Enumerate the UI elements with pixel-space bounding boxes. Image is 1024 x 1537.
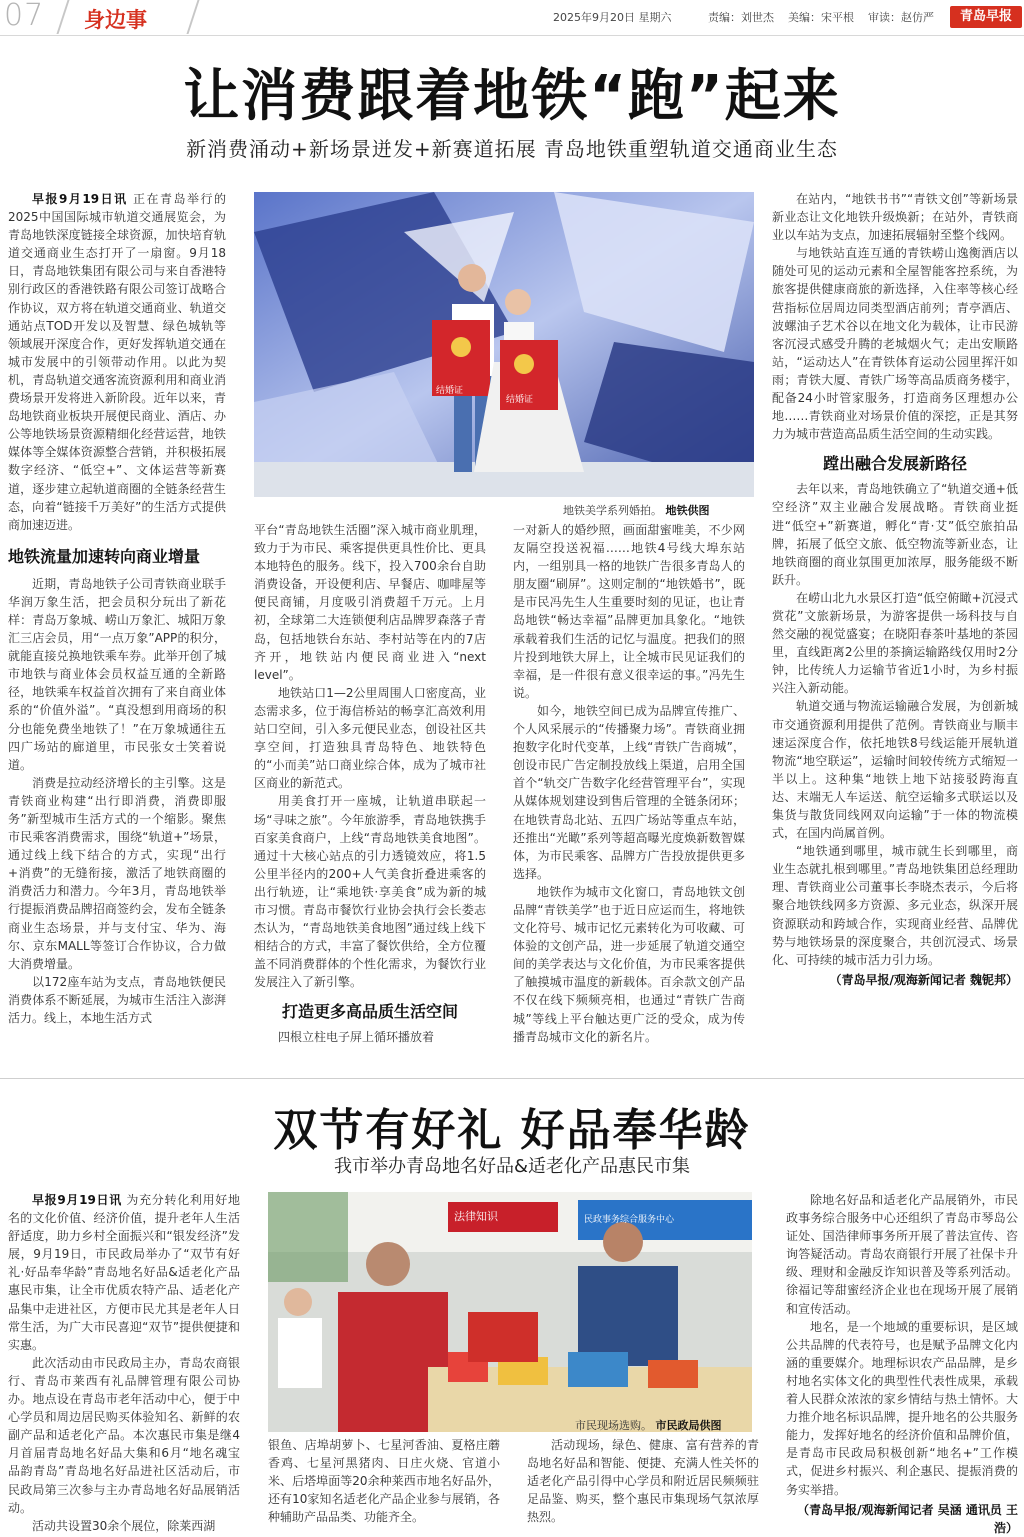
article2-lead-paragraph: 早报9月19日讯 为充分转化利用好地名的文化价值、经济价值，提升老年人生活舒适度，助力乡村全面振兴和“银发经济”发展，9月19日，市民政局举办了“双节有好礼·好品奉华龄”青岛地名好品&适老化产品惠民市集，让全市优质农特产品、适老化产品集中走进社区，方便市民尤其是老年人日常生活，为广大市民喜迎“双节”提供便捷和实惠。 <box>8 1193 240 1352</box>
article1-subheading-3: 蹚出融合发展新路径 <box>822 454 967 474</box>
article1-column-4 <box>772 190 1018 1072</box>
article1-column-2 <box>254 521 486 1071</box>
issue-date: 2025年9月20日 星期六 <box>553 11 672 24</box>
photo-credit: 地铁供图 <box>665 504 710 517</box>
banner-text-right: 民政事务综合服务中心 <box>584 1215 675 1225</box>
article2-column-3 <box>527 1436 759 1528</box>
article1-column-1 <box>8 190 226 1070</box>
section-divider <box>0 1078 1024 1079</box>
paragraph: 与地铁站直连互通的青铁崂山逸衡酒店以随处可见的运动元素和全屋智能客控系统，为旅客提供健康商旅的新选择，入住率等核心经营指标位居周边同类型酒店前列；青亭酒店、波螺油子艺术谷以在地文化为载体，让市民游客沉浸式感受升腾的老城烟火气；走出安顺路站，“运动达人”在青铁体育运动公园里挥汗如雨；青铁大厦、青铁广场等高品质商务楼宇，配备24小时管家服务，打造商务区理想办公地……青铁商业对场景价值的深挖，正是其努力为城市营造高品质生活空间的生动实践。 <box>772 246 1018 442</box>
newspaper-logo: 青岛早报 <box>950 6 1022 28</box>
article1-byline: （青岛早报/观海新闻记者 魏铌邦） <box>829 972 1018 987</box>
paragraph: 近期，青岛地铁子公司青铁商业联手华润万象生活，把会员积分玩出了新花样：青岛万象城、崂山万象汇、城阳万象汇三店会员，用“一点万象”APP的积分，就能直接兑换地铁乘车券。此举开创了城市地铁与商业体会员权益互通的全新路径，地铁乘车权益首次拥有了来自商业体系的“价值外溢”。“真没想到用商场的积分也能免费坐地铁了！”在万象城通往五四广场站的廊道里，市民张女士笑着说道。 <box>8 576 226 772</box>
paragraph: 去年以来，青岛地铁确立了“轨道交通+低空经济”双主业融合发展战略。青铁商业挺进“低空+”新赛道，孵化“青·艾”低空旅拍品牌，拓展了低空文旅、低空物流等新业态，让地铁商圈的商业氛围更加浓厚，服务能级不断跃升。 <box>772 482 1018 587</box>
section-title: 身边事 <box>84 8 147 32</box>
paragraph: 此次活动由市民政局主办，青岛农商银行、青岛市莱西有礼品牌管理有限公司协办。地点设在青岛市老年活动中心，便于中心学员和周边居民购买体验知名、新鲜的农副产品和适老化产品。本次惠民市集是继4月首届青岛地名好品大集和6月“地名魂宝 品韵青岛”青岛地名好品进社区活动后，市民政局第三次参与主办青岛地名好品展销活动。 <box>8 1355 240 1515</box>
paragraph: 地铁站口1—2公里周围人口密度高，业态需求多，位于海信桥站的畅享汇高效利用站口空间，引入多元便民业态，创设社区共享空间，打造独具青岛特色、地铁特色的“小而美”站口商业综合体，成为了城市社区商业的新范式。 <box>254 685 486 791</box>
paragraph: 用美食打开一座城，让轨道串联起一场“寻味之旅”。今年旅游季，青岛地铁携手百家美食商户，上线“青岛地铁美食地图”。通过十大核心站点的引力透镜效应，将1.5公里半径内的200+人气美食折叠进乘客的出行轨迹，让“乘地铁·享美食”成为新的城市习惯。青岛市餐饮行业协会执行会长娄志杰认为，“青岛地铁美食地图”通过线上线下相结合的方式，丰富了餐饮供给，全方位覆盖不同消费群体的个性化需求，为餐饮行业发展注入了新引擎。 <box>254 794 486 990</box>
article2-column-2 <box>268 1436 500 1528</box>
editor-credit: 责编：刘世杰 <box>708 11 774 24</box>
paragraph: 地名，是一个地域的重要标识，是区域公共品牌的代表符号，也是赋予品牌文化内涵的重要媒介。地理标识农产品品牌，是乡村地名实体文化的典型性代表性成果，承载着人民群众浓浓的家乡情结与热土情怀。大力推介地名标识品牌，提升地名的公共服务能力，发挥好地名的经济价值和品牌价值，是青岛市民政局积极创新“地名+”工作模式，促进乡村振兴、利企惠民、提振消费的务实举措。 <box>786 1319 1018 1497</box>
article1-subtitle: 新消费涌动+新场景迸发+新赛道拓展 青岛地铁重塑轨道交通商业生态 <box>186 137 838 161</box>
article2-subtitle: 我市举办青岛地名好品&适老化产品惠民市集 <box>333 1156 691 1177</box>
article2-column-1 <box>8 1191 240 1533</box>
article1-subheading-2: 打造更多高品质生活空间 <box>281 1002 458 1022</box>
page-header <box>0 0 1024 38</box>
article1-lead-paragraph: 早报9月19日讯 正在青岛举行的2025中国国际城市轨道交通展览会，为青岛地铁深度链接全球资源，加快培育轨道交通商业生态打开了一扇窗。9月18日，青岛地铁集团有限公司与来自香港特别行政区的香港铁路有限公司签订战略合作协议，双方将在轨道交通商业、轨道交通站点TOD开发以及智慧、绿色城轨等领域展开深度合作，更好发挥轨道交通在城市发展中的引领带动作用。以此为契机，青岛轨道交通客流资源利用和商业消费场景开发将进入新阶段。近年以来，青岛地铁商业板块开展便民商业、酒店、办公等地铁场景资源精细化经营运营，地铁媒体等全媒体资源整合营销，并积极拓展数字经济、“低空+”、文体运营等新赛道，逐步建立起轨道商圈的全链条经营生态，向着“链接千万美好”的生活方式提供商加速迈进。 <box>8 192 226 532</box>
paragraph: 以172座车站为支点，青岛地铁便民消费体系不断延展，为城市生活注入澎湃活力。线上，本地生活方式 <box>8 974 226 1026</box>
paragraph: 地铁作为城市文化窗口，青岛地铁文创品牌“青铁美学”也于近日应运而生，将地铁文化符号、城市记忆元素转化为可收藏、可体验的文创产品，进一步延展了轨道交通空间的美学表达与文化价值，为市民乘客提供了触摸城市温度的新载体。百余款文创产品不仅在线下频频亮相，也通过“青铁广告商城”等线上平台触达更广泛的受众，成为传播青岛城市文化的新名片。 <box>513 884 745 1044</box>
paragraph: 除地名好品和适老化产品展销外，市民政事务综合服务中心还组织了青岛市琴岛公证处、国浩律师事务所开展了普法宣传、咨询答疑活动。青岛农商银行开展了社保卡升级、理财和金融反诈知识普及等系列活动。徐福记等甜蜜经济企业也在现场开展了展销和宣传活动。 <box>786 1193 1018 1316</box>
art-editor-credit: 美编：宋平根 <box>788 11 854 24</box>
paragraph: 在崂山北九水景区打造“低空俯瞰+沉浸式赏花”文旅新场景，为游客提供一场科技与自然交融的视觉盛宴；在晓阳春茶叶基地的茶园里，直线距离2公里的茶摘运输路线仅用时2分钟，比传统人力运输节省近1小时，为乡村振兴注入新动能。 <box>772 590 1018 696</box>
photo-credit: 市民政局供图 <box>655 1419 722 1432</box>
article2-column-4 <box>786 1191 1018 1535</box>
placard-text-left: 结婚证 <box>436 386 464 396</box>
paragraph: 轨道交通与物流运输融合发展，为创新城市交通资源利用提供了范例。青铁商业与顺丰速运深度合作，依托地铁8号线运能开展轨道物流“地空联运”，运输时间较传统方式缩短一半以上。这种集“地铁上地下站接驳跨海直达、末端无人车运送、航空运输多式联运以及集货与散货同线网双向运输”于一体的物流模式，在国内尚属首例。 <box>772 699 1018 841</box>
paragraph: 在站内，“地铁书书”“青铁文创”等新场景新业态让文化地铁升级焕新；在站外，青铁商业以车站为支点，加速拓展辐射至整个线网。 <box>772 192 1018 243</box>
article1-subheading-1: 地铁流量加速转向商业增量 <box>8 546 201 566</box>
article1-headline: 让消费跟着地铁“跑”起来 <box>183 64 841 129</box>
paragraph: 消费是拉动经济增长的主引擎。这是青铁商业构建“出行即消费，消费即服务”新型城市生活方式的一个缩影。聚焦市民乘客消费需求，围绕“轨道+”场景，通过线上线下结合的方式，实现“出行+消费”的无缝衔接，激活了地铁商圈的消费活力和潜力。今年3月，青岛地铁举行提振消费品牌招商签约会，发布全链条商业生态场景，并与支付宝、华为、海尔、京东MALL等签订合作协议，合力做大消费增量。 <box>8 775 226 971</box>
divider-slash <box>56 0 69 34</box>
paragraph: 一对新人的婚纱照，画面甜蜜唯美，不少网友隔空投送祝福……地铁4号线大埠东站内，一组别具一格的地铁广告很多青岛人的朋友圈“刷屏”。这则定制的“地铁婚书”，既是市民冯先生人生重要时刻的见证，也让青岛地铁“畅达幸福”品牌更加具象化。“地铁承载着我们生活的记忆与温度。把我们的照片投到地铁大屏上，让全城市民见证我们的幸福，是一件很有意义很幸运的事。”冯先生说。 <box>513 523 745 700</box>
paragraph: 银鱼、店埠胡萝卜、七星河香油、夏格庄蘑香鸡、七星河黑猪肉、日庄火烧、官道小米、后塔埠面等20余种莱西市地名好品外，还有10家知名适老化产品企业参与展销，各种辅助产品品类、功能齐全。 <box>268 1438 500 1525</box>
article2-byline: （青岛早报/观海新闻记者 吴涵 通讯员 王浩） <box>797 1502 1018 1535</box>
article1-photo-caption: 地铁美学系列婚拍。 地铁供图 <box>563 504 710 517</box>
paragraph: “地铁通到哪里，城市就生长到哪里，商业生态就扎根到哪里。”青岛地铁集团总经理助理、青铁商业公司董事长李晓杰表示，今后将聚合地铁线网多方资源、多元业态，纵深开展资源联动和跨域合作，实现商业经营、品牌优势与地铁场景的深度聚合，共创沉浸式、场景化、可持续的城市活力引力场。 <box>772 844 1018 967</box>
article2-photo-market <box>268 1192 752 1432</box>
article1-column-3 <box>513 521 745 1071</box>
article2-headline: 双节有好礼 好品奉华龄 <box>273 1105 751 1156</box>
paragraph: 平台“青岛地铁生活圈”深入城市商业肌理，致力于为市民、乘客提供更具性价比、更具本地特色的服务。线下，投入700余台自助消费设备，开设便利店、早餐店、咖啡屋等便民商铺，月度吸引消费超千万元。上月初，全球第二大连锁便利店品牌罗森落子青岛，包括地铁台东站、李村站等在内的7店齐开，地铁站内便民商业进入“next level”。 <box>254 523 486 682</box>
divider-slash <box>186 0 199 34</box>
paragraph: 活动现场，绿色、健康、富有营养的青岛地名好品和智能、便捷、充满人性关怀的适老化产品引得中心学员和附近居民频频驻足品鉴、购买，整个惠民市集现场气氛浓厚热烈。 <box>527 1438 759 1525</box>
banner-text-left: 法律知识 <box>454 1210 498 1223</box>
header-rule <box>0 35 1024 36</box>
paragraph: 活动共设置30余个展位，除莱西湖 <box>32 1518 216 1533</box>
paragraph: 四根立柱电子屏上循环播放着 <box>278 1030 435 1045</box>
article1-photo-wedding <box>254 192 754 497</box>
dateline: 早报9月19日讯 <box>32 192 128 206</box>
article2-photo-caption: 市民现场选购。 市民政局供图 <box>575 1419 722 1432</box>
paragraph: 如今，地铁空间已成为品牌宣传推广、个人风采展示的“传播聚力场”。青铁商业拥抱数字化时代变革，上线“青铁广告商城”，创设市民广告定制投放线上渠道，启用全国首个“轨交广告数字化经营管理平台”，实现从媒体规划建设到售后管理的全链条闭环；在地铁青岛北站、五四广场站等重点车站，还推出“光瞰”系列等超高曝光度焕新数智媒体，为市民乘客、品牌方广告投放提供更多选择。 <box>513 703 745 881</box>
placard-text-right: 结婚证 <box>506 395 534 405</box>
reviewer-credit: 审读：赵仿严 <box>868 11 934 24</box>
dateline: 早报9月19日讯 <box>32 1193 122 1207</box>
page-number: 07 <box>4 0 45 33</box>
